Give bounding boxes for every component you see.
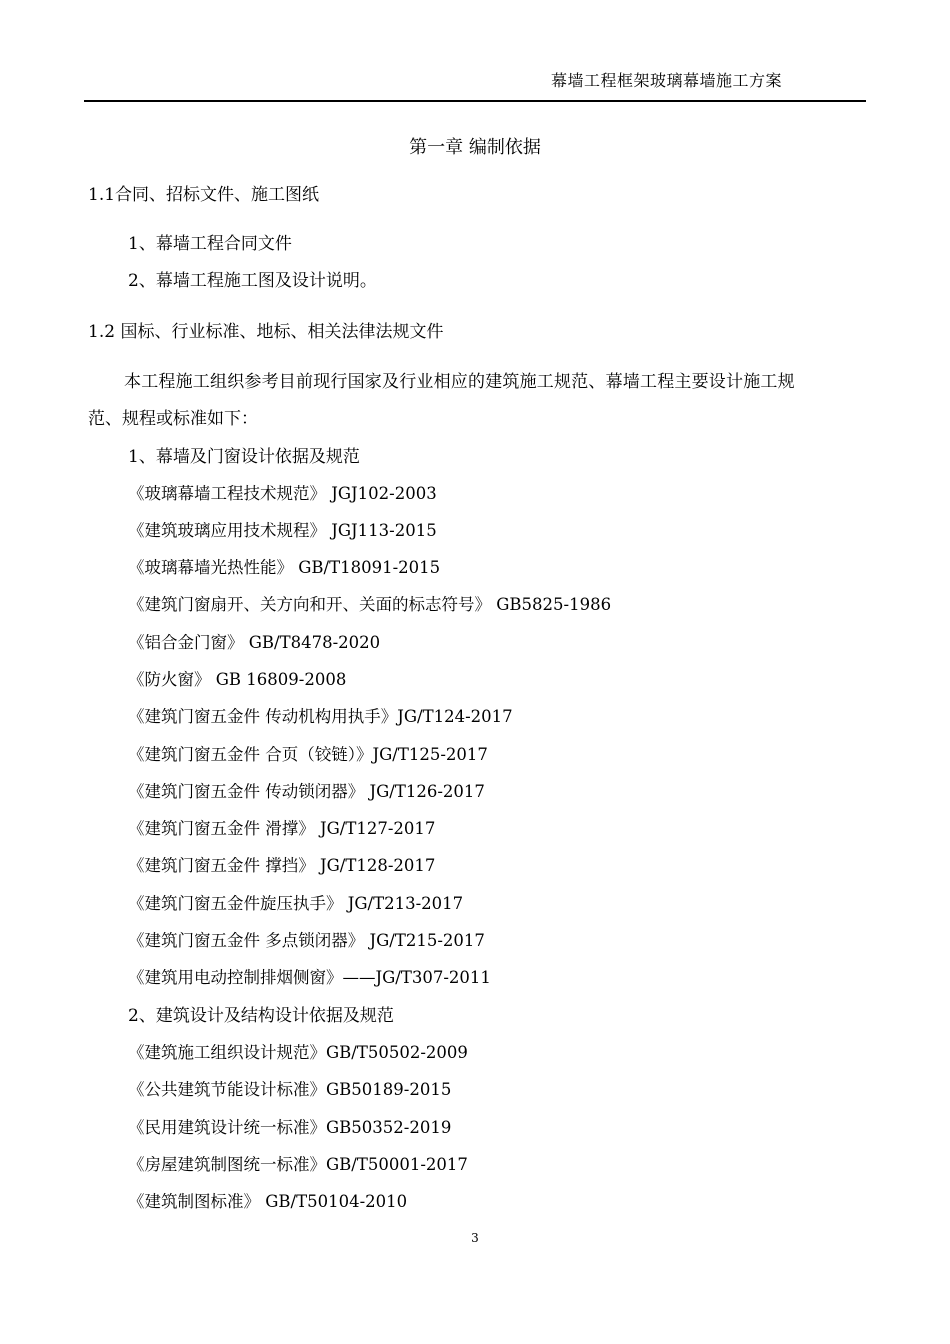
standard-item: 《公共建筑节能设计标准》GB50189-2015: [128, 1080, 452, 1099]
standard-item: 《建筑门窗五金件 传动机构用执手》JG/T124-2017: [128, 707, 513, 726]
section-heading-1-1: 1.1合同、招标文件、施工图纸: [88, 185, 320, 205]
group-heading-design-codes: 1、幕墙及门窗设计依据及规范: [128, 447, 360, 467]
standard-item: 《建筑门窗五金件 传动锁闭器》 JG/T126-2017: [128, 782, 485, 801]
page-number: 3: [471, 1231, 479, 1245]
header-divider: [84, 100, 866, 102]
standard-item: 《建筑门窗五金件 滑撑》 JG/T127-2017: [128, 819, 436, 838]
standard-item: 《建筑门窗五金件 合页（铰链）》JG/T125-2017: [128, 745, 488, 764]
list-item: 2、幕墙工程施工图及设计说明。: [128, 271, 377, 291]
standard-item: 《建筑施工组织设计规范》GB/T50502-2009: [128, 1043, 468, 1062]
standard-item: 《民用建筑设计统一标准》GB50352-2019: [128, 1118, 452, 1137]
running-header-title: 幕墙工程框架玻璃幕墙施工方案: [550, 71, 782, 90]
standard-item: 《防火窗》 GB 16809-2008: [128, 670, 347, 689]
standard-item: 《建筑门窗五金件 多点锁闭器》 JG/T215-2017: [128, 931, 485, 950]
intro-paragraph-line-2: 范、规程或标准如下：: [88, 409, 258, 429]
standard-item: 《建筑门窗五金件 撑挡》 JG/T128-2017: [128, 856, 436, 875]
standard-item: 《建筑门窗五金件旋压执手》 JG/T213-2017: [128, 894, 464, 913]
list-item: 1、幕墙工程合同文件: [128, 234, 292, 254]
standard-item: 《房屋建筑制图统一标准》GB/T50001-2017: [128, 1155, 468, 1174]
section-heading-1-2: 1.2 国标、行业标准、地标、相关法律法规文件: [88, 322, 444, 342]
standard-item: 《建筑玻璃应用技术规程》 JGJ113-2015: [128, 521, 437, 540]
standard-item: 《玻璃幕墙工程技术规范》 JGJ102-2003: [128, 484, 437, 503]
intro-paragraph-line-1: 本工程施工组织参考目前现行国家及行业相应的建筑施工规范、幕墙工程主要设计施工规: [124, 372, 795, 392]
standard-item: 《建筑制图标准》 GB/T50104-2010: [128, 1192, 408, 1211]
standard-item: 《建筑用电动控制排烟侧窗》——JG/T307-2011: [128, 968, 491, 987]
group-heading-structural-codes: 2、建筑设计及结构设计依据及规范: [128, 1006, 394, 1026]
standard-item: 《建筑门窗扇开、关方向和开、关面的标志符号》 GB5825-1986: [128, 595, 612, 614]
chapter-title: 第一章 编制依据: [409, 137, 541, 158]
standard-item: 《铝合金门窗》 GB/T8478-2020: [128, 633, 381, 652]
standard-item: 《玻璃幕墙光热性能》 GB/T18091-2015: [128, 558, 441, 577]
